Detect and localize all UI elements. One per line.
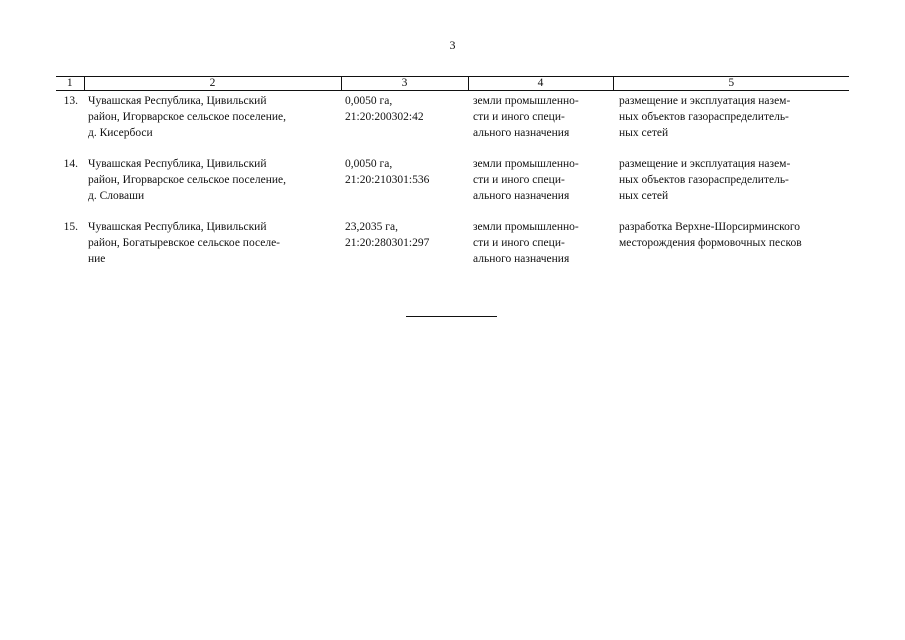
- purpose-cell-line: размещение и эксплуатация назем-: [619, 95, 791, 107]
- purpose-cell-line: ных объектов газораспределитель-: [619, 111, 789, 124]
- area-cadastral-cell-line: 0,0050 га,: [345, 95, 393, 107]
- row-number: 15.: [63, 221, 78, 233]
- header-col-3: 3: [341, 77, 468, 91]
- area-cadastral-cell-line: 21:20:210301:536: [345, 174, 430, 187]
- land-category-cell-line: ального назначения: [473, 253, 570, 266]
- land-category-cell-line: ального назначения: [473, 190, 570, 203]
- location-cell-line: ние: [88, 253, 106, 266]
- location-cell: [84, 91, 341, 155]
- table-row: [56, 91, 849, 155]
- land-category-cell: [468, 91, 613, 155]
- area-cadastral-cell-line: 0,0050 га,: [345, 158, 393, 170]
- header-col-4: 4: [468, 77, 613, 91]
- land-category-cell-line: сти и иного специ-: [473, 174, 565, 187]
- land-category-cell-line: сти и иного специ-: [473, 111, 565, 124]
- purpose-cell-line: ных объектов газораспределитель-: [619, 174, 789, 187]
- location-cell-line: Чувашская Республика, Цивильский: [88, 221, 267, 233]
- table-row: [56, 217, 849, 280]
- table-body: [56, 91, 849, 281]
- purpose-cell: [613, 91, 849, 155]
- row-number: 14.: [63, 158, 78, 170]
- table-row: [56, 154, 849, 217]
- purpose-cell-line: ных сетей: [619, 190, 669, 203]
- location-cell-line: район, Игорварское сельское поселение,: [88, 111, 286, 124]
- location-cell: [84, 154, 341, 217]
- location-cell-line: Чувашская Республика, Цивильский: [88, 158, 267, 170]
- land-category-cell: [468, 217, 613, 280]
- area-cadastral-cell-line: 23,2035 га,: [345, 221, 398, 233]
- land-category-cell: [468, 154, 613, 217]
- purpose-cell-line: ных сетей: [619, 127, 669, 140]
- header-col-5: 5: [613, 77, 849, 91]
- area-cadastral-cell: [341, 154, 468, 217]
- header-col-1: 1: [56, 77, 84, 91]
- land-category-cell-line: ального назначения: [473, 127, 570, 140]
- location-cell-line: Чувашская Республика, Цивильский: [88, 95, 267, 107]
- purpose-cell-line: разработка Верхне-Шорсирминского: [619, 221, 801, 233]
- header-col-2: 2: [84, 77, 341, 91]
- area-cadastral-cell-line: 21:20:280301:297: [345, 237, 430, 250]
- land-category-cell-line: земли промышленно-: [473, 158, 579, 170]
- purpose-cell-line: месторождения формовочных песков: [619, 237, 802, 250]
- land-category-cell-line: земли промышленно-: [473, 221, 579, 233]
- page-number: 3: [449, 38, 456, 52]
- area-cadastral-cell: [341, 91, 468, 155]
- land-category-cell-line: земли промышленно-: [473, 95, 579, 107]
- location-cell-line: район, Богатыревское сельское поселе-: [88, 237, 281, 250]
- land-plots-table: [56, 76, 849, 280]
- row-number: 13.: [63, 95, 78, 107]
- location-cell-line: район, Игорварское сельское поселение,: [88, 174, 286, 187]
- purpose-cell-line: размещение и эксплуатация назем-: [619, 158, 791, 170]
- end-of-document-rule: [406, 316, 497, 317]
- land-category-cell-line: сти и иного специ-: [473, 237, 565, 250]
- table-header-row: [56, 77, 849, 91]
- location-cell-line: д. Кисербоси: [88, 127, 153, 140]
- area-cadastral-cell: [341, 217, 468, 280]
- purpose-cell: [613, 154, 849, 217]
- location-cell: [84, 217, 341, 280]
- area-cadastral-cell-line: 21:20:200302:42: [345, 111, 424, 124]
- purpose-cell: [613, 217, 849, 280]
- location-cell-line: д. Словаши: [88, 190, 145, 203]
